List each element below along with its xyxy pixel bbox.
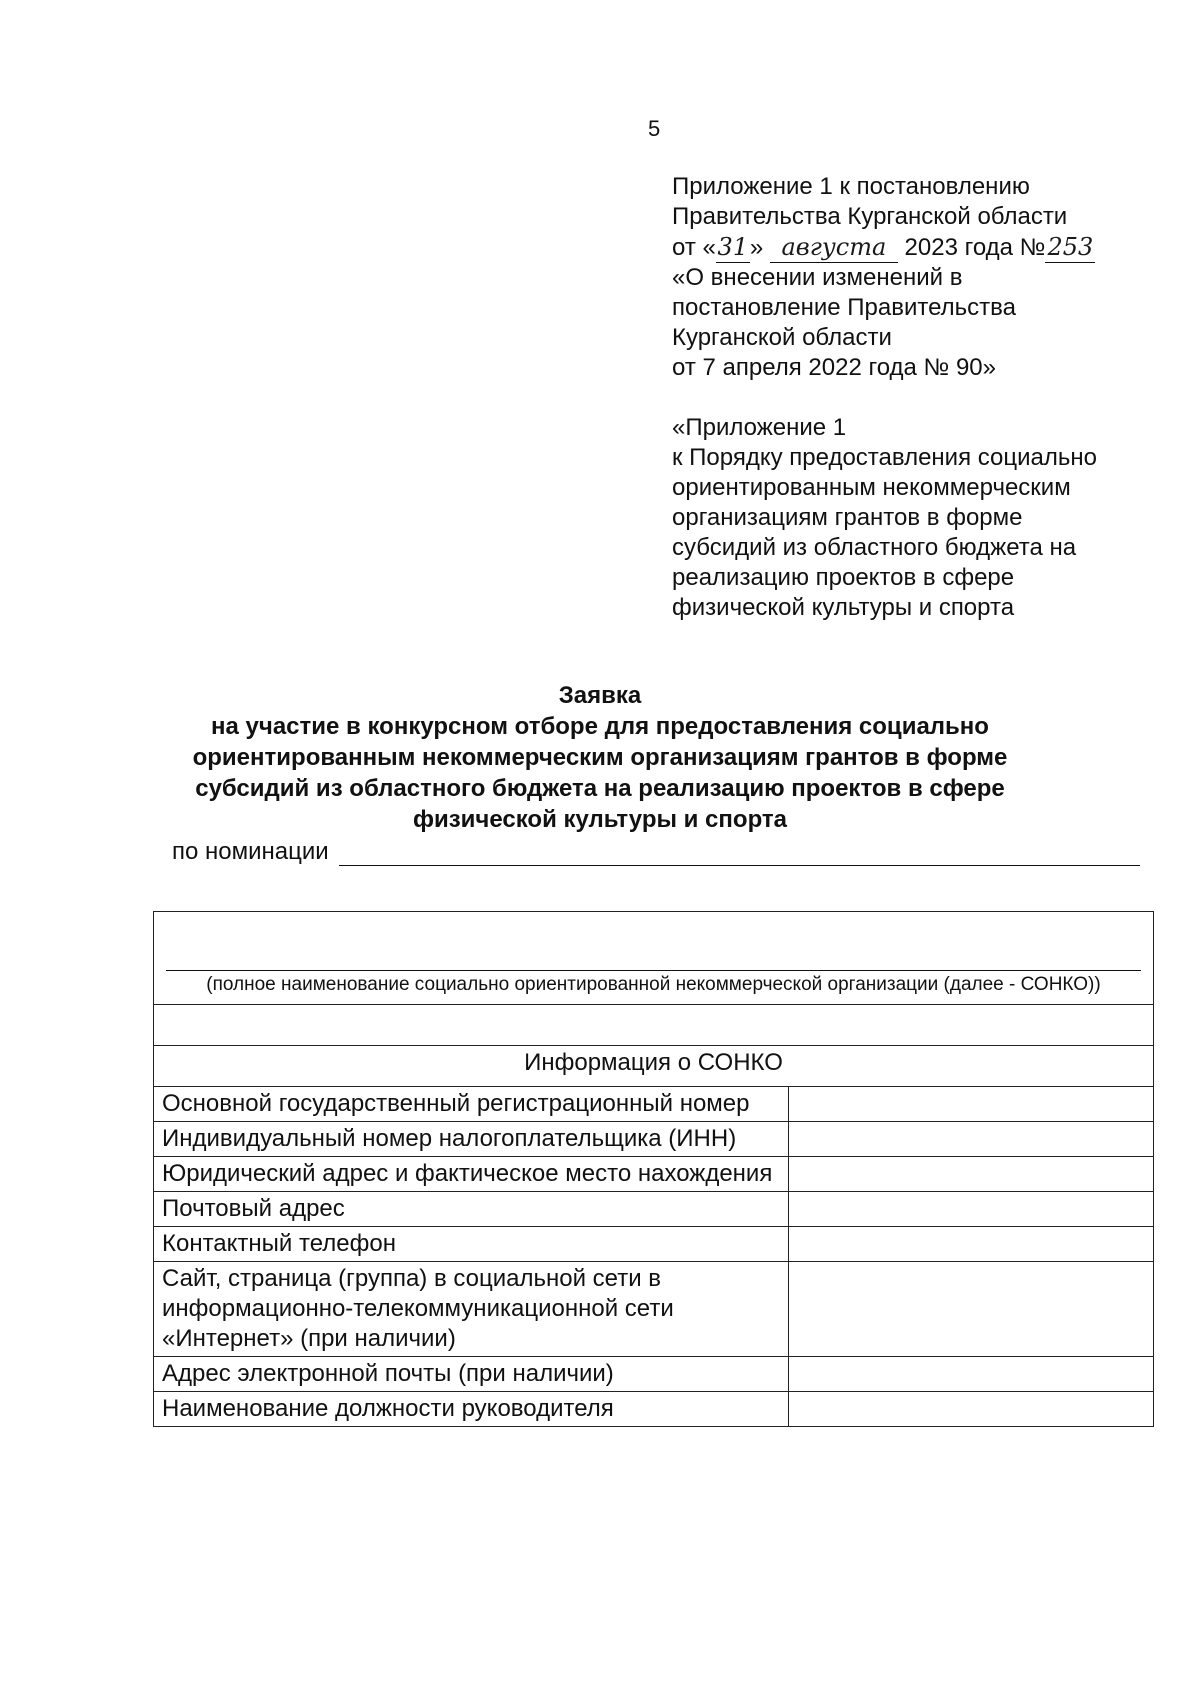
amend-line-2: постановление Правительства	[672, 294, 1016, 321]
amend-line-3: Курганской области	[672, 324, 892, 351]
row-label-address: Юридический адрес и фактическое место нахождения	[154, 1157, 789, 1192]
date-prefix: от «	[672, 234, 716, 261]
row-label-head-position: Наименование должности руководителя	[154, 1392, 789, 1427]
date-month-handwritten: августа	[770, 232, 898, 263]
row-value-ogrn[interactable]	[788, 1087, 1153, 1122]
annex-line-3: ориентированным некоммерческим	[672, 474, 1071, 501]
row-value-address[interactable]	[788, 1157, 1153, 1192]
date-mid: »	[749, 234, 764, 261]
appendix-line: Приложение 1 к постановлению	[672, 173, 1030, 200]
blank-row[interactable]	[154, 1005, 1154, 1046]
title-line-4: субсидий из областного бюджета на реализацию проектов в сфере	[195, 775, 1005, 802]
row-label-email: Адрес электронной почты (при наличии)	[154, 1357, 789, 1392]
nomination-label: по номинации	[172, 838, 329, 865]
date-line	[672, 232, 1172, 263]
government-line: Правительства Курганской области	[672, 203, 1068, 230]
title-line-3: ориентированным некоммерческим организациям грантов в форме	[192, 744, 1008, 771]
row-label-phone: Контактный телефон	[154, 1227, 789, 1262]
row-value-inn[interactable]	[788, 1122, 1153, 1157]
nomination-line	[172, 838, 1140, 866]
table-row	[154, 1262, 1154, 1357]
row-value-postal[interactable]	[788, 1192, 1153, 1227]
row-label-website: Сайт, страница (группа) в социальной сети в информационно-телекоммуникационной сети «Интернет» (при наличии)	[154, 1262, 789, 1357]
title-line-5: физической культуры и спорта	[412, 806, 788, 833]
nomination-field[interactable]	[339, 841, 1140, 866]
amend-line-1: «О внесении изменений в	[672, 264, 963, 291]
annex-line-4: организациям грантов в форме	[672, 504, 1023, 531]
table-row	[154, 1357, 1154, 1392]
doc-number-handwritten: 253	[1045, 232, 1095, 263]
header-block	[672, 172, 1172, 623]
org-name-caption: (полное наименование социально ориентированной некоммерческой организации (далее - СОНКО))	[206, 974, 1101, 995]
annex-line-2: к Порядку предоставления социально	[672, 444, 1097, 471]
document-title	[120, 680, 1080, 835]
page-number: 5	[648, 116, 661, 141]
table-row	[154, 1392, 1154, 1427]
table-row	[154, 1122, 1154, 1157]
annex-line-6: реализацию проектов в сфере	[672, 564, 1015, 591]
org-name-field[interactable]	[154, 912, 1154, 1005]
title-line-2: на участие в конкурсном отборе для предоставления социально	[211, 713, 989, 740]
table-row	[154, 1192, 1154, 1227]
date-day-handwritten: 31	[717, 233, 749, 261]
annex-line-5: субсидий из областного бюджета на	[672, 534, 1077, 561]
org-name-underline	[166, 970, 1141, 971]
row-label-postal: Почтовый адрес	[154, 1192, 789, 1227]
annex-line-7: физической культуры и спорта	[672, 594, 1015, 621]
table-row	[154, 1227, 1154, 1262]
row-label-ogrn: Основной государственный регистрационный номер	[154, 1087, 789, 1122]
row-value-phone[interactable]	[788, 1227, 1153, 1262]
sonko-info-table	[153, 911, 1154, 1427]
row-value-email[interactable]	[788, 1357, 1153, 1392]
annex-line-1: «Приложение 1	[672, 414, 847, 441]
row-label-inn: Индивидуальный номер налогоплательщика (ИНН)	[154, 1122, 789, 1157]
title-line-1: Заявка	[558, 682, 642, 709]
row-value-website[interactable]	[788, 1262, 1153, 1357]
table-row	[154, 1087, 1154, 1122]
amend-line-4: от 7 апреля 2022 года № 90»	[672, 354, 996, 381]
row-value-head-position[interactable]	[788, 1392, 1153, 1427]
date-year: 2023 года №	[904, 234, 1046, 261]
table-row	[154, 1157, 1154, 1192]
section-title: Информация о СОНКО	[154, 1046, 1154, 1087]
